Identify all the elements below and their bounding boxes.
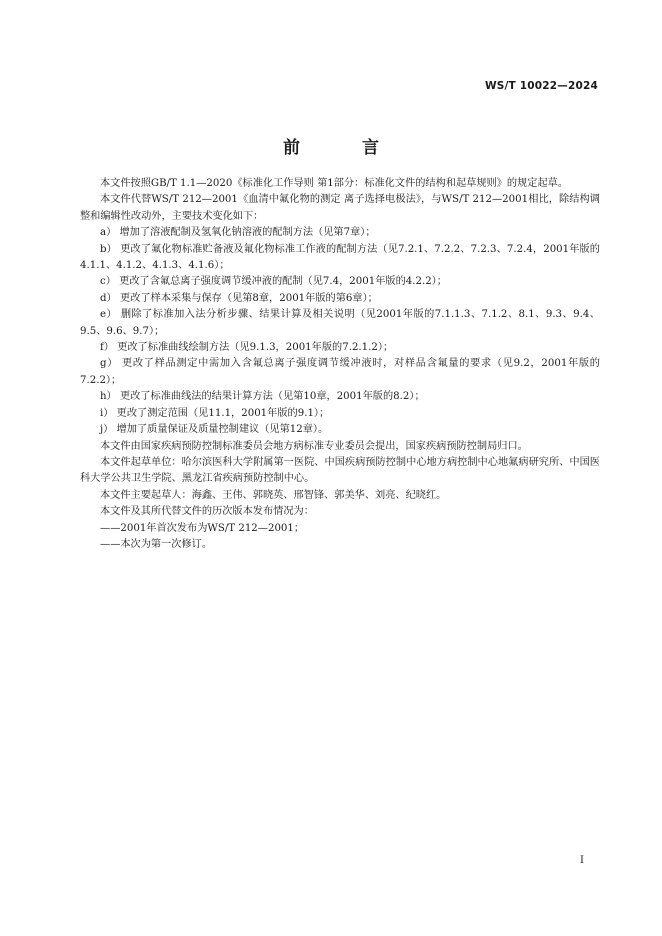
page-title: 前 言 (283, 138, 407, 158)
drafting-units-paragraph: 本文件起草单位：哈尔滨医科大学附属第一医院、中国疾病预防控制中心地方病控制中心地氟病研究所、中国医科大学公共卫生学院、黑龙江省疾病预防控制中心。 (80, 456, 600, 485)
change-item-h: h） 更改了标准曲线法的结果计算方法（见第10章，2001年版的8.2）； (100, 391, 425, 403)
change-item-a: a） 增加了溶液配制及氢氧化钠溶液的配制方法（见第7章）； (100, 227, 376, 239)
proposer-paragraph: 本文件由国家疾病预防控制标准委员会地方病标准专业委员会提出，国家疾病预防控制局归口。 (100, 440, 528, 452)
change-item-b: b） 更改了氟化物标准贮备液及氟化物标准工作液的配制方法（见7.2.1、7.2.2、7.2.3、7.2.4，2001年版的4.1.1、4.1.2、4.1.3、4.1.6）； (80, 243, 600, 272)
change-item-g: g） 更改了样品测定中需加入含氟总离子强度调节缓冲液时，对样品含氟量的要求（见9.2，2001年版的7.2.2）； (80, 358, 600, 386)
history-item: ——本次为第一次修订。 (100, 538, 213, 550)
history-item: ——2001年首次发布为WS/T 212—2001； (100, 522, 305, 534)
header-code: WS/T 10022—2024 (484, 80, 598, 92)
change-item-e: e） 删除了标准加入法分析步骤、结果计算及相关说明（见2001年版的7.1.1.3、7.1.2、8.1、9.3、9.4、9.5、9.6、9.7）； (80, 309, 600, 337)
change-item-d: d） 更改了样本采集与保存（见第8章，2001年版的第6章）； (100, 292, 378, 304)
change-item-i: i） 更改了测定范围（见11.1，2001年版的9.1）； (100, 407, 330, 419)
drafters-paragraph: 本文件主要起草人：海鑫、王伟、郭晓英、邢智锋、郭美华、刘亮、纪晓红。 (100, 489, 447, 501)
change-item-c: c） 更改了含氟总离子强度调节缓冲液的配制（见7.4，2001年版的4.2.2）； (100, 276, 447, 288)
intro-paragraph: 本文件代替WS/T 212—2001《血清中氟化物的测定 离子选择电极法》，与WS/T 212—2001相比，除结构调整和编辑性改动外，主要技术变化如下： (80, 194, 600, 222)
change-item-j: j） 增加了质量保证及质量控制建议（见第12章）。 (100, 424, 329, 436)
change-item-f: f） 更改了标准曲线绘制方法（见9.1.3，2001年版的7.2.1.2）； (100, 342, 394, 354)
intro-paragraph: 本文件按照GB/T 1.1—2020《标准化工作导则 第1部分：标准化文件的结构和起草规则》的规定起草。 (100, 178, 569, 189)
history-paragraph: 本文件及其所代替文件的历次版本发布情况为： (100, 506, 314, 518)
page-number: I (580, 855, 584, 866)
document-body (80, 176, 600, 553)
